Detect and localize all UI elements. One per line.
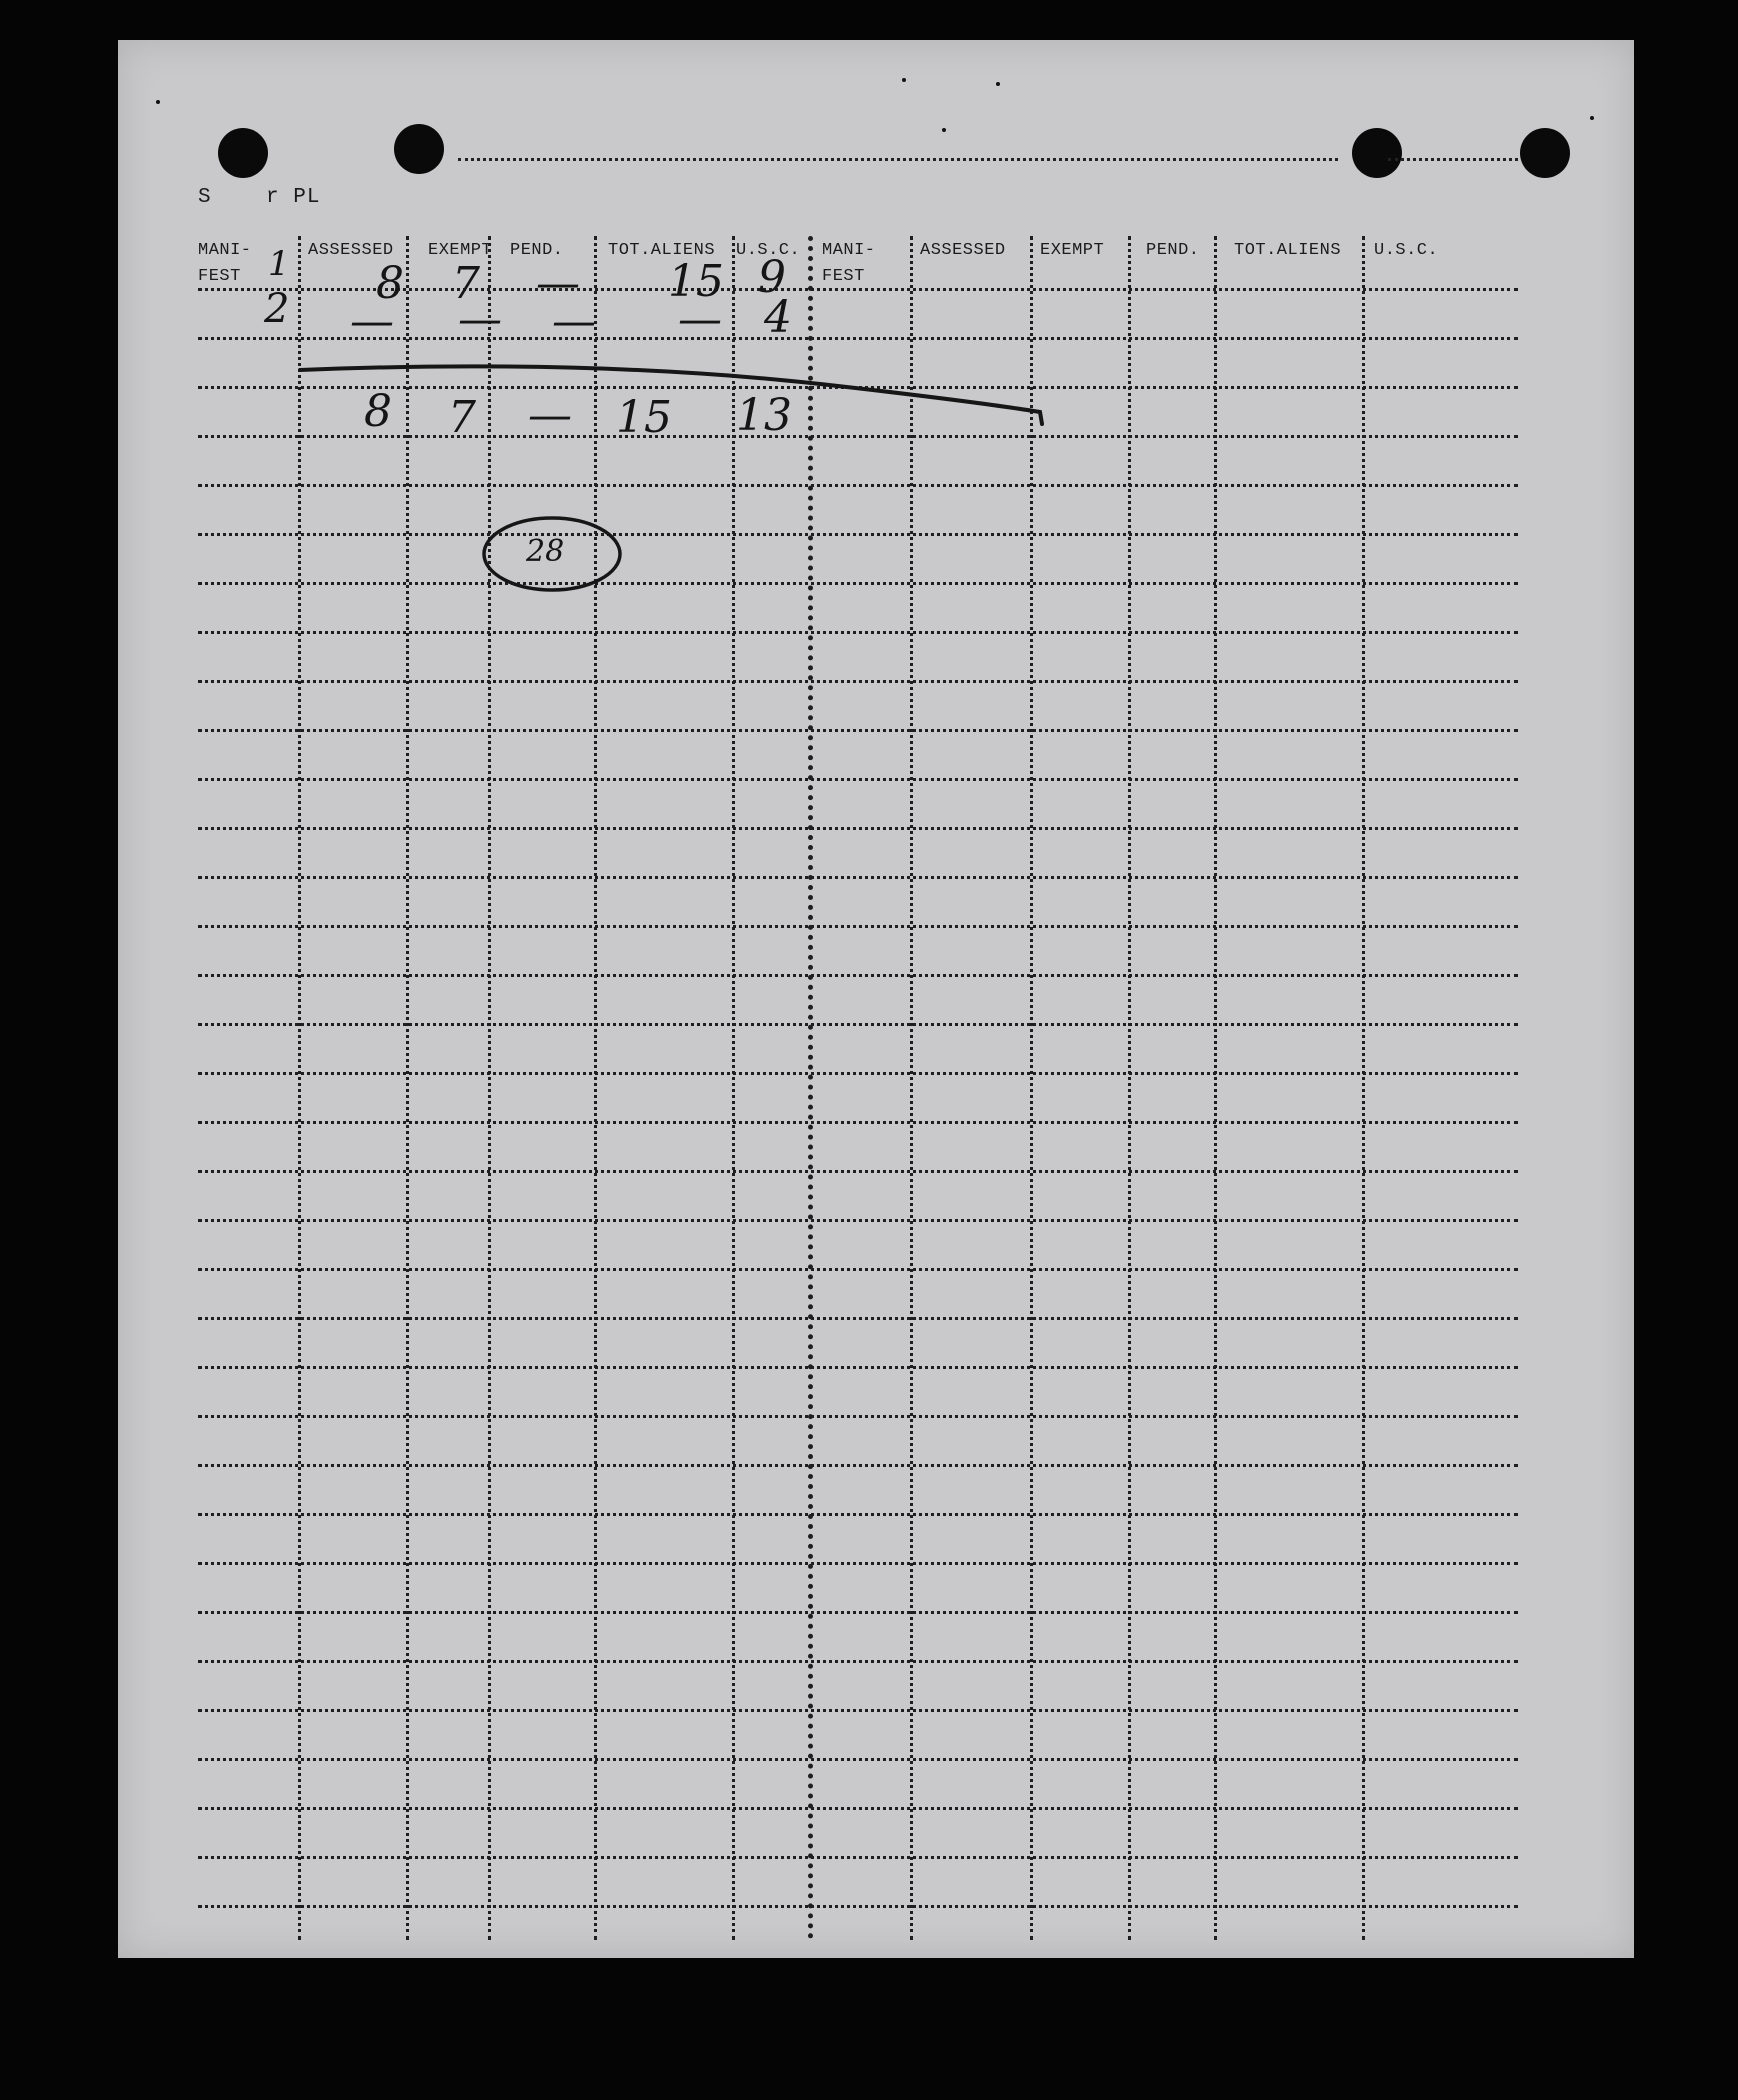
col-tot-aliens-right: TOT.ALIENS bbox=[1234, 241, 1342, 260]
hw-total-assessed: 8 bbox=[364, 386, 392, 437]
hw-r1-exempt: 7 bbox=[452, 258, 480, 309]
col-assessed-right: ASSESSED bbox=[920, 241, 1006, 260]
circle-around-28 bbox=[484, 518, 620, 590]
col-exempt-left: EXEMPT bbox=[428, 241, 493, 260]
hw-r2-tot-aliens: — bbox=[678, 294, 722, 345]
hw-r1-manifest: 1 bbox=[268, 244, 290, 284]
hw-r2-usc: 4 bbox=[764, 292, 792, 343]
ship-name-label: S r PL bbox=[198, 186, 321, 209]
hw-r1-assessed: 8 bbox=[376, 258, 404, 309]
hw-total-usc: 13 bbox=[736, 390, 792, 441]
manifest-tally-sheet bbox=[118, 40, 1634, 1958]
col-usc-left: U.S.C. bbox=[736, 241, 801, 260]
total-underline-stroke bbox=[300, 366, 1042, 424]
col-pend-left: PEND. bbox=[510, 241, 564, 260]
hw-total-pend: — bbox=[528, 390, 572, 441]
hw-r2-pend: — bbox=[552, 296, 596, 347]
col-usc-right: U.S.C. bbox=[1374, 241, 1439, 260]
col-tot-aliens-left: TOT.ALIENS bbox=[608, 241, 716, 260]
col-manifest-left: MANI- FEST bbox=[198, 241, 252, 286]
hw-total-tot-aliens: 15 bbox=[616, 392, 672, 443]
hw-r2-manifest: 2 bbox=[264, 286, 290, 332]
col-assessed-left: ASSESSED bbox=[308, 241, 394, 260]
pen-strokes bbox=[118, 40, 1634, 1958]
hw-circled-total: 28 bbox=[526, 534, 565, 569]
hw-r2-assessed: — bbox=[350, 296, 394, 347]
col-manifest-right: MANI- FEST bbox=[822, 241, 876, 286]
hw-r1-usc: 9 bbox=[758, 252, 786, 303]
hw-r1-tot-aliens: 15 bbox=[668, 256, 724, 307]
hw-r2-exempt: — bbox=[458, 294, 502, 345]
hw-total-exempt: 7 bbox=[448, 392, 476, 443]
hw-r1-pend: — bbox=[536, 258, 580, 309]
col-pend-right: PEND. bbox=[1146, 241, 1200, 260]
col-exempt-right: EXEMPT bbox=[1040, 241, 1105, 260]
